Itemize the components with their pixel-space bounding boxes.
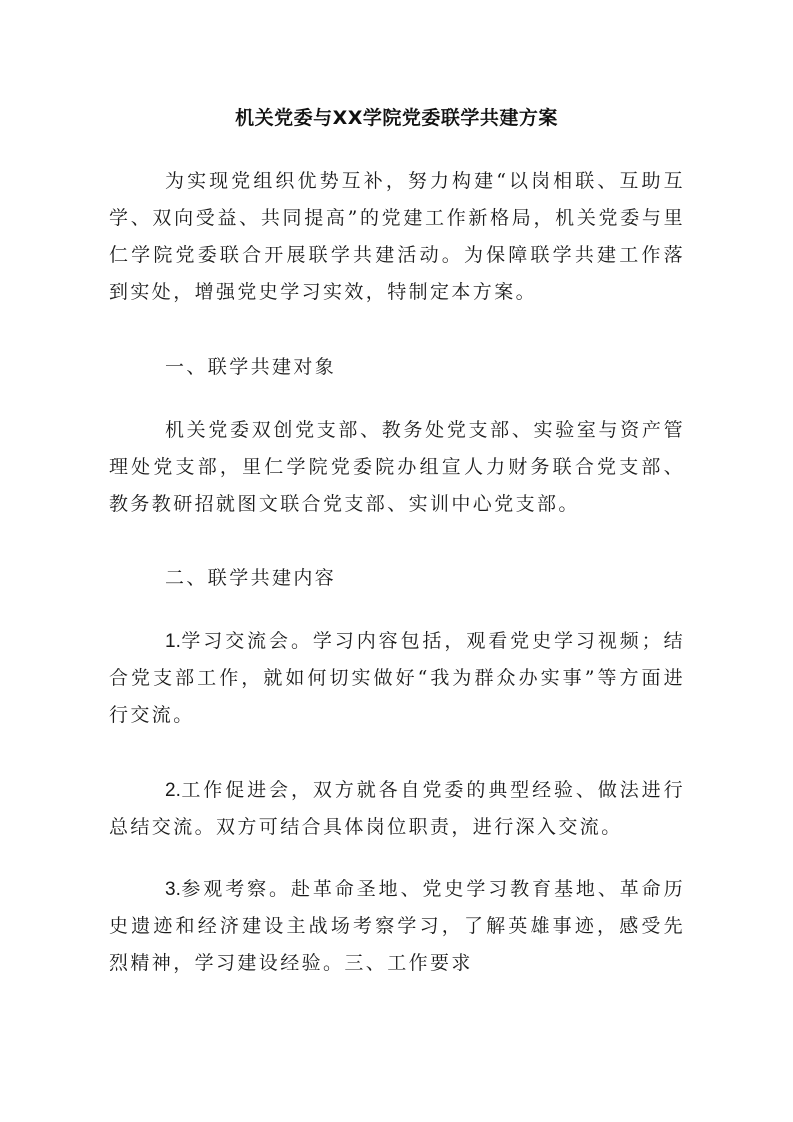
intro-paragraph: 为实现党组织优势互补，努力构建“以岗相联、互助互学、双向受益、共同提高”的党建工作新格局，机关党委与里仁学院党委联合开展联学共建活动。为保障联学共建工作落到实处，增强党史学习实效，特制定本方案。 <box>109 170 685 303</box>
item-number: 1. <box>165 631 181 652</box>
content-item-1 <box>109 623 685 734</box>
section-heading-content: 二、联学共建内容 <box>165 567 337 589</box>
section-heading-targets: 一、联学共建对象 <box>165 356 337 378</box>
targets-paragraph: 机关党委双创党支部、教务处党支部、实验室与资产管理处党支部，里仁学院党委院办组宣人力财务联合党支部、教务教研招就图文联合党支部、实训中心党支部。 <box>109 419 685 515</box>
content-item-2 <box>109 772 685 846</box>
item-text: 工作促进会，双方就各自党委的典型经验、做法进行总结交流。双方可结合具体岗位职责，进行深入交流。 <box>109 779 685 838</box>
item-text: 学习交流会。学习内容包括，观看党史学习视频；结合党支部工作，就如何切实做好“我为群众办实事”等方面进行交流。 <box>109 630 685 726</box>
item-number: 2. <box>165 780 181 801</box>
content-item-3 <box>109 871 685 982</box>
item-number: 3. <box>165 879 181 900</box>
item-text: 参观考察。赴革命圣地、党史学习教育基地、革命历史遗迹和经济建设主战场考察学习，了解英雄事迹，感受先烈精神，学习建设经验。三、工作要求 <box>109 878 685 974</box>
document-title: 机关党委与XX学院党委联学共建方案 <box>235 107 558 129</box>
